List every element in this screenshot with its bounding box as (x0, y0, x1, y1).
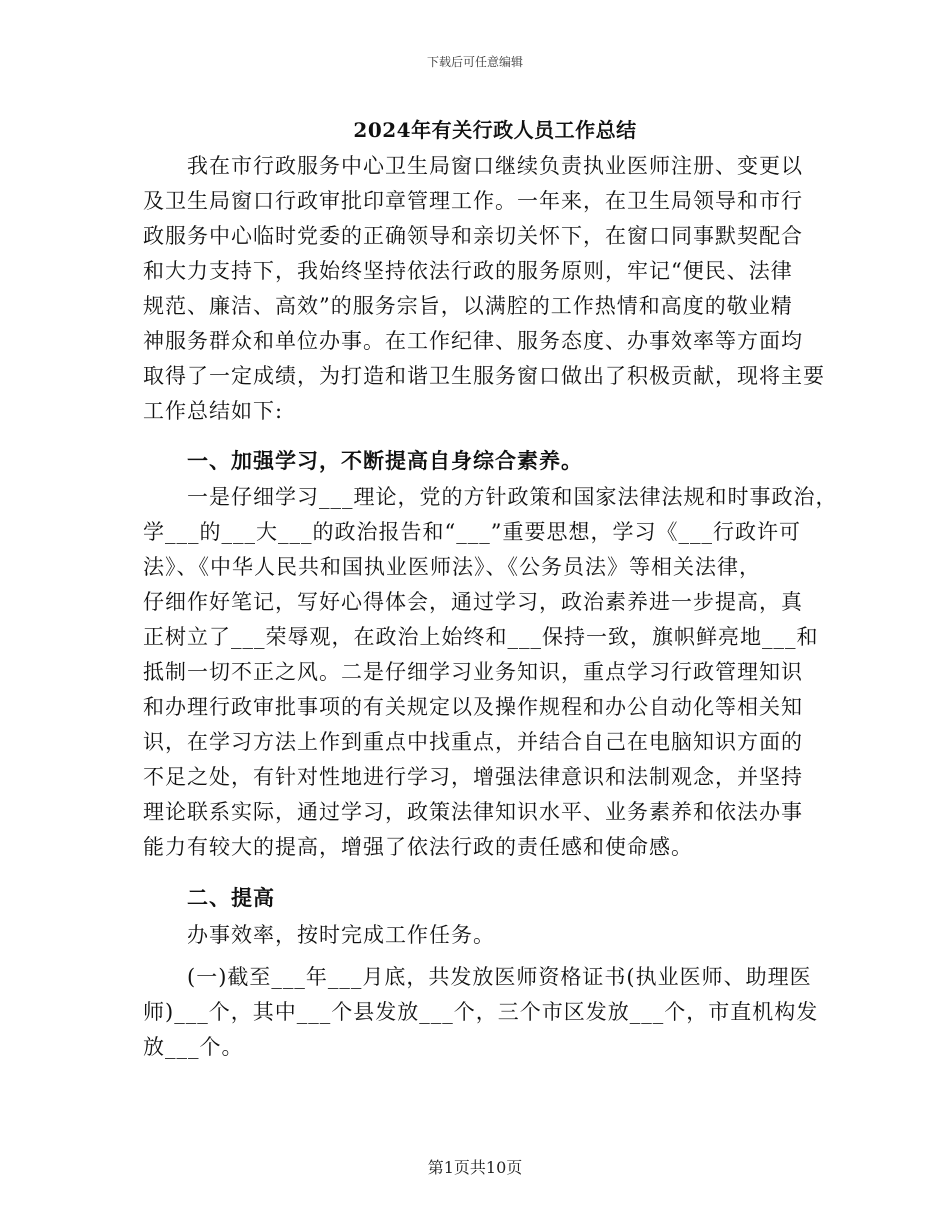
section-heading-1: 一、加强学习，不断提高自身综合素养。 (143, 448, 583, 473)
body-line: 不足之处，有针对性地进行学习，增强法律意识和法制观念，并坚持 (143, 765, 803, 789)
body-line: 和大力支持下，我始终坚持依法行政的服务原则，牢记“便民、法律 (143, 259, 793, 283)
body-line: 师)___个，其中___个县发放___个，三个市区发放___个，市直机构发 (143, 1000, 819, 1024)
body-line: (一)截至___年___月底，共发放医师资格证书(执业医师、助理医 (143, 965, 812, 989)
body-line: 取得了一定成绩，为打造和谐卫生服务窗口做出了积极贡献，现将主要 (143, 364, 825, 388)
body-line: 一是仔细学习___理论，党的方针政策和国家法律法规和时事政治， (143, 485, 838, 509)
body-line: 神服务群众和单位办事。在工作纪律、服务态度、办事效率等方面均 (143, 329, 803, 353)
body-line: 抵制一切不正之风。二是仔细学习业务知识，重点学习行政管理知识 (143, 660, 803, 684)
body-line: 仔细作好笔记，写好心得体会，通过学习，政治素养进一步提高，真 (143, 590, 803, 614)
body-line: 规范、廉洁、高效”的服务宗旨，以满腔的工作热情和高度的敬业精 (143, 294, 793, 318)
body-line: 学___的___大___的政治报告和“___”重要思想，学习《___行政许可 (143, 520, 801, 544)
body-line: 政服务中心临时党委的正确领导和亲切关怀下，在窗口同事默契配合 (143, 224, 803, 248)
page-footer: 第1页共10页 (427, 1158, 523, 1177)
body-line: 我在市行政服务中心卫生局窗口继续负责执业医师注册、变更以 (143, 154, 803, 178)
document-title: 2024年有关行政人员工作总结 (353, 118, 637, 142)
body-line: 能力有较大的提高，增强了依法行政的责任感和使命感。 (143, 835, 693, 859)
body-line: 识，在学习方法上作到重点中找重点，并结合自己在电脑知识方面的 (143, 730, 803, 754)
body-line: 和办理行政审批事项的有关规定以及操作规程和办公自动化等相关知 (143, 695, 803, 719)
body-line: 法》、《中华人民共和国执业医师法》、《公务员法》等相关法律， (143, 555, 761, 579)
section-heading-2: 二、提高 (143, 885, 275, 910)
body-line: 及卫生局窗口行政审批印章管理工作。一年来，在卫生局领导和市行 (143, 189, 803, 213)
header-note: 下载后可任意编辑 (426, 55, 523, 69)
body-line: 放___个。 (143, 1035, 244, 1059)
body-line: 正树立了___荣辱观，在政治上始终和___保持一致，旗帜鲜亮地___和 (143, 625, 819, 649)
body-line: 办事效率，按时完成工作任务。 (143, 923, 495, 947)
body-line: 工作总结如下: (143, 399, 284, 423)
body-line: 理论联系实际，通过学习，政策法律知识水平、业务素养和依法办事 (143, 800, 803, 824)
